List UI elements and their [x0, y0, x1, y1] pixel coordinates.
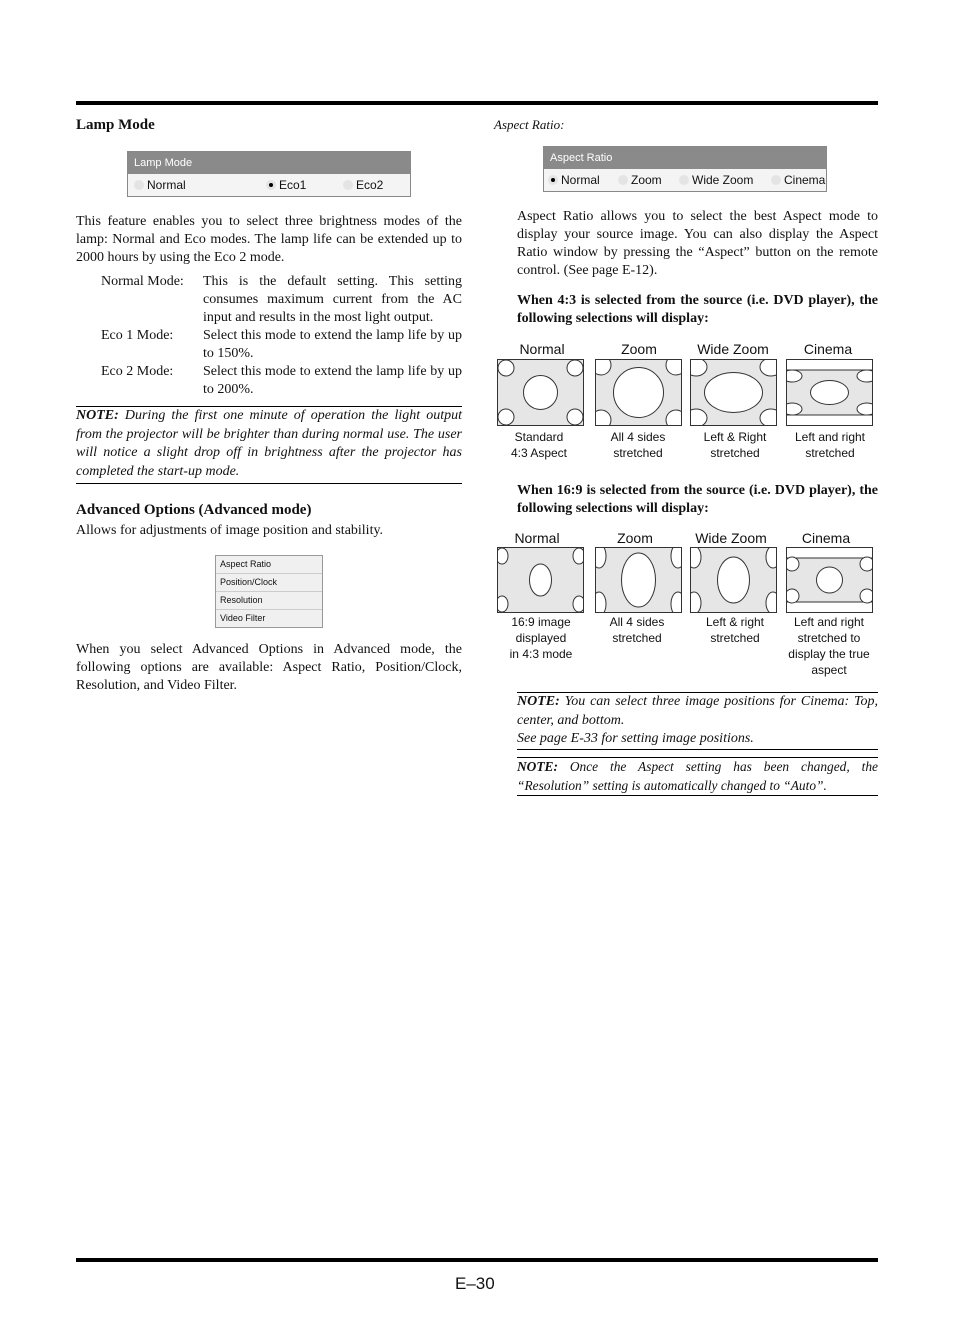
- diagram-43-normal: [497, 359, 584, 426]
- aspect-description: Aspect Ratio allows you to select the best Aspect mode to display your source image. You can also display the Aspect Ratio window by pressing the “Aspect” button on the remote control. (See page E-12).: [517, 209, 878, 278]
- aspect-option-normal[interactable]: Normal: [548, 169, 600, 191]
- mode-desc: Select this mode to extend the lamp life by up to 200%.: [203, 364, 462, 397]
- note-text: During the first one minute of operation the light output from the projector will be brighter than during normal use. The user will notice a slight drop off in brightness after the projector has completed the start-up mode.: [76, 408, 462, 479]
- label-normal: Normal: [519, 341, 565, 357]
- mode-term: Eco 2 Mode:: [101, 364, 174, 379]
- resolution-note: [517, 757, 878, 796]
- menu-item-resolution[interactable]: Resolution: [216, 592, 322, 610]
- note-text: You can select three image positions for Cinema: Top, center, and bottom.: [517, 694, 879, 728]
- lamp-note: [76, 406, 462, 484]
- mode-term: Eco 1 Mode:: [101, 328, 174, 343]
- advanced-heading: Advanced Options (Advanced mode): [76, 502, 312, 518]
- radio-icon: [618, 175, 628, 185]
- label-zoom: Zoom: [621, 341, 657, 357]
- note-label: NOTE:: [517, 694, 560, 709]
- diagram-169-wide-zoom: [690, 547, 777, 613]
- note-text: Once the Aspect setting has been changed, the “Resolution” setting is automatically changed to “Auto”.: [517, 759, 878, 793]
- aspect-subheading: Aspect Ratio:: [494, 117, 565, 132]
- diagram-169-cinema: [786, 547, 873, 613]
- caption-169-cinema: Left and right stretched to display the true aspect: [788, 615, 870, 677]
- diagram-169-normal: [497, 547, 584, 613]
- lamp-mode-osd: [127, 151, 411, 197]
- lamp-option-normal[interactable]: Normal: [134, 174, 186, 196]
- label-zoom: Zoom: [617, 530, 653, 546]
- radio-selected-icon: [266, 180, 276, 190]
- caption-169-normal: 16:9 image displayed in 4:3 mode: [509, 615, 573, 661]
- advanced-body: When you select Advanced Options in Advanced mode, the following options are available: Aspect Ratio, Position/Clock, Resolution, and Video Filter.: [76, 642, 462, 693]
- top-rule: [76, 101, 878, 105]
- diagram-43-zoom: [595, 359, 682, 426]
- caption-43-wide-zoom: Left & Right stretched: [703, 430, 767, 460]
- mode-desc: This is the default setting. This setting consumes maximum current from the AC input and results in the most light output.: [203, 274, 462, 325]
- label-cinema: Cinema: [803, 341, 853, 357]
- radio-icon: [134, 180, 144, 190]
- lamp-option-eco1[interactable]: Eco1: [266, 174, 306, 196]
- menu-item-aspect-ratio[interactable]: Aspect Ratio: [216, 556, 322, 574]
- heading-4-3: When 4:3 is selected from the source (i.e. DVD player), the following selections will display:: [517, 293, 878, 326]
- caption-169-zoom: All 4 sides stretched: [609, 615, 665, 645]
- advanced-menu: [215, 555, 323, 628]
- bottom-rule: [76, 1258, 878, 1262]
- heading-16-9: When 16:9 is selected from the source (i.e. DVD player), the following selections will display:: [517, 483, 878, 516]
- radio-icon: [771, 175, 781, 185]
- lamp-mode-list: [101, 273, 462, 399]
- label-normal: Normal: [514, 530, 560, 546]
- label-wide-zoom: Wide Zoom: [695, 530, 767, 546]
- radio-icon: [679, 175, 689, 185]
- lamp-mode-heading: Lamp Mode: [76, 117, 155, 133]
- lamp-option-eco2[interactable]: Eco2: [343, 174, 383, 196]
- note-label: NOTE:: [517, 759, 558, 774]
- caption-43-zoom: All 4 sides stretched: [610, 430, 666, 460]
- note-label: NOTE:: [76, 408, 119, 423]
- caption-43-normal: Standard 4:3 Aspect: [510, 430, 568, 460]
- label-wide-zoom: Wide Zoom: [697, 341, 769, 357]
- caption-43-cinema: Left and right stretched: [794, 430, 866, 460]
- mode-desc: Select this mode to extend the lamp life by up to 150%.: [203, 328, 462, 361]
- cinema-note: [517, 692, 878, 750]
- aspect-option-wide-zoom[interactable]: Wide Zoom: [679, 169, 753, 191]
- mode-term: Normal Mode:: [101, 274, 184, 289]
- aspect-option-cinema[interactable]: Cinema: [771, 169, 825, 191]
- caption-169-wide-zoom: Left & right stretched: [705, 615, 765, 645]
- page-number: E–30: [455, 1274, 495, 1293]
- label-cinema: Cinema: [801, 530, 851, 546]
- menu-item-position-clock[interactable]: Position/Clock: [216, 574, 322, 592]
- diagram-169-zoom: [595, 547, 682, 613]
- note-text: See page E-33 for setting image positions.: [517, 731, 754, 746]
- diagram-43-cinema: [786, 359, 873, 426]
- advanced-intro: Allows for adjustments of image position and stability.: [76, 523, 384, 538]
- radio-icon: [343, 180, 353, 190]
- aspect-ratio-osd: [543, 146, 827, 192]
- lamp-description: This feature enables you to select three brightness modes of the lamp: Normal and Eco modes. The lamp life can be extended up to 2000 hours by using the Eco 2 mode.: [76, 214, 462, 265]
- osd-title: Lamp Mode: [128, 152, 410, 174]
- aspect-option-zoom[interactable]: Zoom: [618, 169, 662, 191]
- diagram-43-wide-zoom: [690, 359, 777, 426]
- radio-selected-icon: [548, 175, 558, 185]
- osd-title: Aspect Ratio: [544, 147, 826, 169]
- menu-item-video-filter[interactable]: Video Filter: [216, 610, 322, 627]
